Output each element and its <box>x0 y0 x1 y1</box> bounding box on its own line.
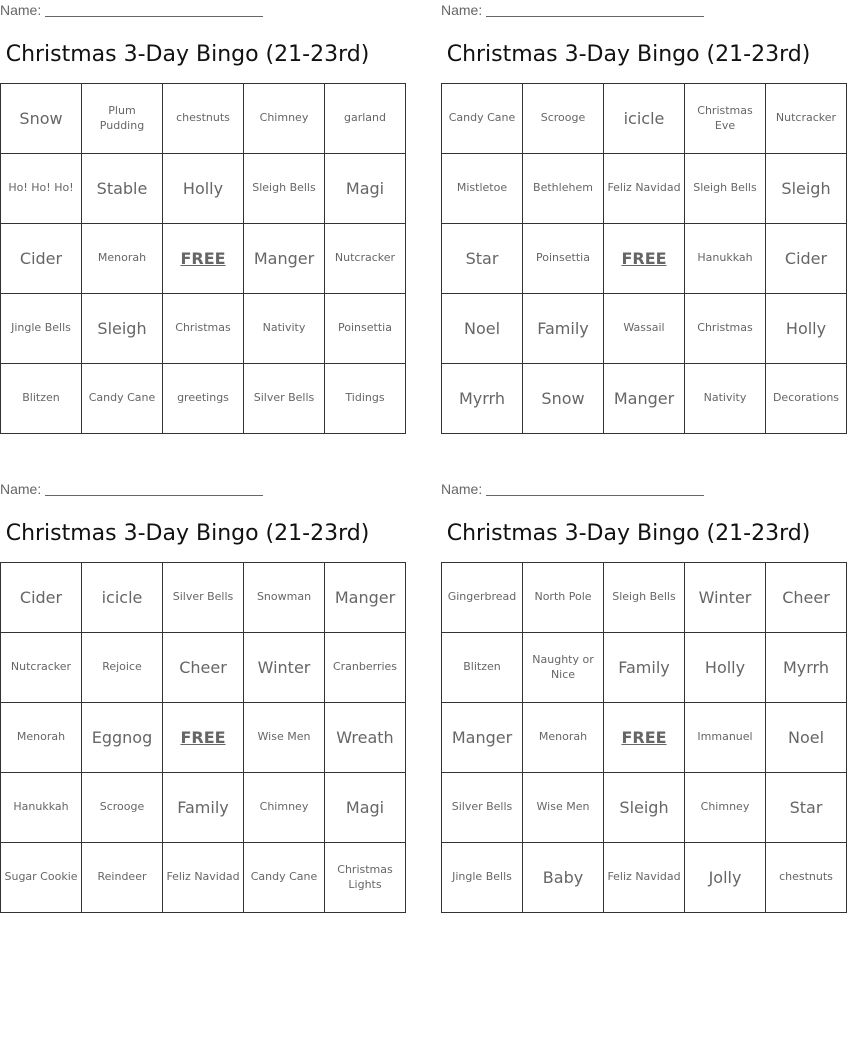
name-line <box>0 479 263 499</box>
grid-row <box>1 563 406 633</box>
grid-row <box>1 154 406 224</box>
grid-row <box>442 224 847 294</box>
bingo-cell: Plum Pudding <box>82 84 163 154</box>
bingo-cell: Wise Men <box>244 703 325 773</box>
grid-row <box>1 364 406 434</box>
bingo-cell: Christmas Lights <box>325 843 406 913</box>
bingo-cell: Reindeer <box>82 843 163 913</box>
bingo-cell: Tidings <box>325 364 406 434</box>
bingo-cell: Christmas <box>163 294 244 364</box>
bingo-cell: Poinsettia <box>325 294 406 364</box>
bingo-cell: Sugar Cookie <box>1 843 82 913</box>
bingo-cell: Snowman <box>244 563 325 633</box>
bingo-cell: greetings <box>163 364 244 434</box>
bingo-cell: Star <box>766 773 847 843</box>
bingo-cell: Blitzen <box>1 364 82 434</box>
name-label: Name: <box>441 2 483 18</box>
name-input-rule[interactable] <box>486 481 704 496</box>
bingo-cell: Candy Cane <box>442 84 523 154</box>
bingo-cell: chestnuts <box>163 84 244 154</box>
bingo-cell: Noel <box>442 294 523 364</box>
bingo-cell: Feliz Navidad <box>604 843 685 913</box>
bingo-cell: Scrooge <box>82 773 163 843</box>
bingo-cell: Magi <box>325 154 406 224</box>
bingo-cell: Nutcracker <box>1 633 82 703</box>
grid-row <box>1 773 406 843</box>
name-input-rule[interactable] <box>486 2 704 17</box>
bingo-cell: Nativity <box>244 294 325 364</box>
grid-row <box>442 773 847 843</box>
name-label: Name: <box>0 2 42 18</box>
bingo-cell: Baby <box>523 843 604 913</box>
name-input-rule[interactable] <box>45 2 263 17</box>
bingo-cell: Cheer <box>163 633 244 703</box>
bingo-cell: Wassail <box>604 294 685 364</box>
bingo-cell: icicle <box>82 563 163 633</box>
bingo-cell: Snow <box>1 84 82 154</box>
bingo-cell: Sleigh <box>604 773 685 843</box>
grid-row <box>442 563 847 633</box>
grid-row <box>1 843 406 913</box>
bingo-cell: Candy Cane <box>82 364 163 434</box>
bingo-cell: Magi <box>325 773 406 843</box>
bingo-cell: Cider <box>1 563 82 633</box>
bingo-cell: Christmas Eve <box>685 84 766 154</box>
bingo-cell: Hanukkah <box>685 224 766 294</box>
bingo-cell: Sleigh Bells <box>244 154 325 224</box>
bingo-cell: Holly <box>163 154 244 224</box>
grid-row <box>1 633 406 703</box>
bingo-cell: Sleigh Bells <box>685 154 766 224</box>
name-line <box>441 479 704 499</box>
grid-row <box>442 703 847 773</box>
bingo-cell: Sleigh <box>82 294 163 364</box>
bingo-cell: Chimney <box>244 773 325 843</box>
bingo-cell: Menorah <box>523 703 604 773</box>
bingo-cell: Nutcracker <box>325 224 406 294</box>
grid-row <box>442 364 847 434</box>
bingo-cell: Silver Bells <box>442 773 523 843</box>
name-label: Name: <box>0 481 42 497</box>
grid-row <box>442 294 847 364</box>
bingo-cell: Christmas <box>685 294 766 364</box>
bingo-cell: Winter <box>244 633 325 703</box>
bingo-cell: Menorah <box>82 224 163 294</box>
bingo-cell: Chimney <box>685 773 766 843</box>
bingo-cell: Cheer <box>766 563 847 633</box>
bingo-cell: Family <box>163 773 244 843</box>
card-title: Christmas 3-Day Bingo (21-23rd) <box>446 42 811 67</box>
bingo-cell: Gingerbread <box>442 563 523 633</box>
bingo-cell: Family <box>604 633 685 703</box>
grid-row <box>1 224 406 294</box>
bingo-cell: Cider <box>1 224 82 294</box>
bingo-cell: Snow <box>523 364 604 434</box>
bingo-cell: Nutcracker <box>766 84 847 154</box>
grid-row <box>1 294 406 364</box>
card-title: Christmas 3-Day Bingo (21-23rd) <box>5 42 370 67</box>
name-label: Name: <box>441 481 483 497</box>
bingo-cell: Jingle Bells <box>1 294 82 364</box>
bingo-cell: Eggnog <box>82 703 163 773</box>
bingo-cell: Feliz Navidad <box>604 154 685 224</box>
bingo-cell: Family <box>523 294 604 364</box>
bingo-cell: Candy Cane <box>244 843 325 913</box>
free-space: FREE <box>163 224 244 294</box>
bingo-cell: Menorah <box>1 703 82 773</box>
bingo-cell: Star <box>442 224 523 294</box>
bingo-cell: Sleigh Bells <box>604 563 685 633</box>
bingo-cell: Manger <box>325 563 406 633</box>
bingo-cell: Manger <box>442 703 523 773</box>
bingo-cell: Wreath <box>325 703 406 773</box>
grid-row <box>1 84 406 154</box>
bingo-cell: Immanuel <box>685 703 766 773</box>
bingo-cell: Silver Bells <box>244 364 325 434</box>
bingo-grid <box>441 562 847 913</box>
bingo-cell: Rejoice <box>82 633 163 703</box>
bingo-cell: Cider <box>766 224 847 294</box>
bingo-cell: Manger <box>604 364 685 434</box>
bingo-cell: Manger <box>244 224 325 294</box>
bingo-cell: Wise Men <box>523 773 604 843</box>
bingo-cell: Winter <box>685 563 766 633</box>
bingo-cell: Poinsettia <box>523 224 604 294</box>
name-line <box>441 0 704 20</box>
name-line <box>0 0 263 20</box>
bingo-cell: Myrrh <box>442 364 523 434</box>
bingo-grid <box>0 83 406 434</box>
bingo-cell: chestnuts <box>766 843 847 913</box>
bingo-cell: Hanukkah <box>1 773 82 843</box>
bingo-cell: Jingle Bells <box>442 843 523 913</box>
bingo-cell: Sleigh <box>766 154 847 224</box>
card-title: Christmas 3-Day Bingo (21-23rd) <box>446 521 811 546</box>
bingo-cell: Mistletoe <box>442 154 523 224</box>
bingo-cell: Blitzen <box>442 633 523 703</box>
bingo-cell: Scrooge <box>523 84 604 154</box>
bingo-cell: Holly <box>766 294 847 364</box>
grid-row <box>442 633 847 703</box>
bingo-cell: Stable <box>82 154 163 224</box>
bingo-cell: Chimney <box>244 84 325 154</box>
card-title: Christmas 3-Day Bingo (21-23rd) <box>5 521 370 546</box>
bingo-cell: North Pole <box>523 563 604 633</box>
bingo-cell: Ho! Ho! Ho! <box>1 154 82 224</box>
bingo-cell: Nativity <box>685 364 766 434</box>
grid-row <box>442 154 847 224</box>
bingo-cell: garland <box>325 84 406 154</box>
bingo-cell: Silver Bells <box>163 563 244 633</box>
bingo-cell: Decorations <box>766 364 847 434</box>
grid-row <box>442 84 847 154</box>
grid-row <box>1 703 406 773</box>
bingo-cell: icicle <box>604 84 685 154</box>
bingo-cell: Holly <box>685 633 766 703</box>
name-input-rule[interactable] <box>45 481 263 496</box>
bingo-cell: Feliz Navidad <box>163 843 244 913</box>
bingo-grid <box>0 562 406 913</box>
bingo-grid <box>441 83 847 434</box>
free-space: FREE <box>604 703 685 773</box>
free-space: FREE <box>604 224 685 294</box>
bingo-cell: Noel <box>766 703 847 773</box>
bingo-cell: Jolly <box>685 843 766 913</box>
bingo-cell: Cranberries <box>325 633 406 703</box>
bingo-cell: Myrrh <box>766 633 847 703</box>
bingo-cell: Naughty or Nice <box>523 633 604 703</box>
grid-row <box>442 843 847 913</box>
bingo-cell: Bethlehem <box>523 154 604 224</box>
free-space: FREE <box>163 703 244 773</box>
